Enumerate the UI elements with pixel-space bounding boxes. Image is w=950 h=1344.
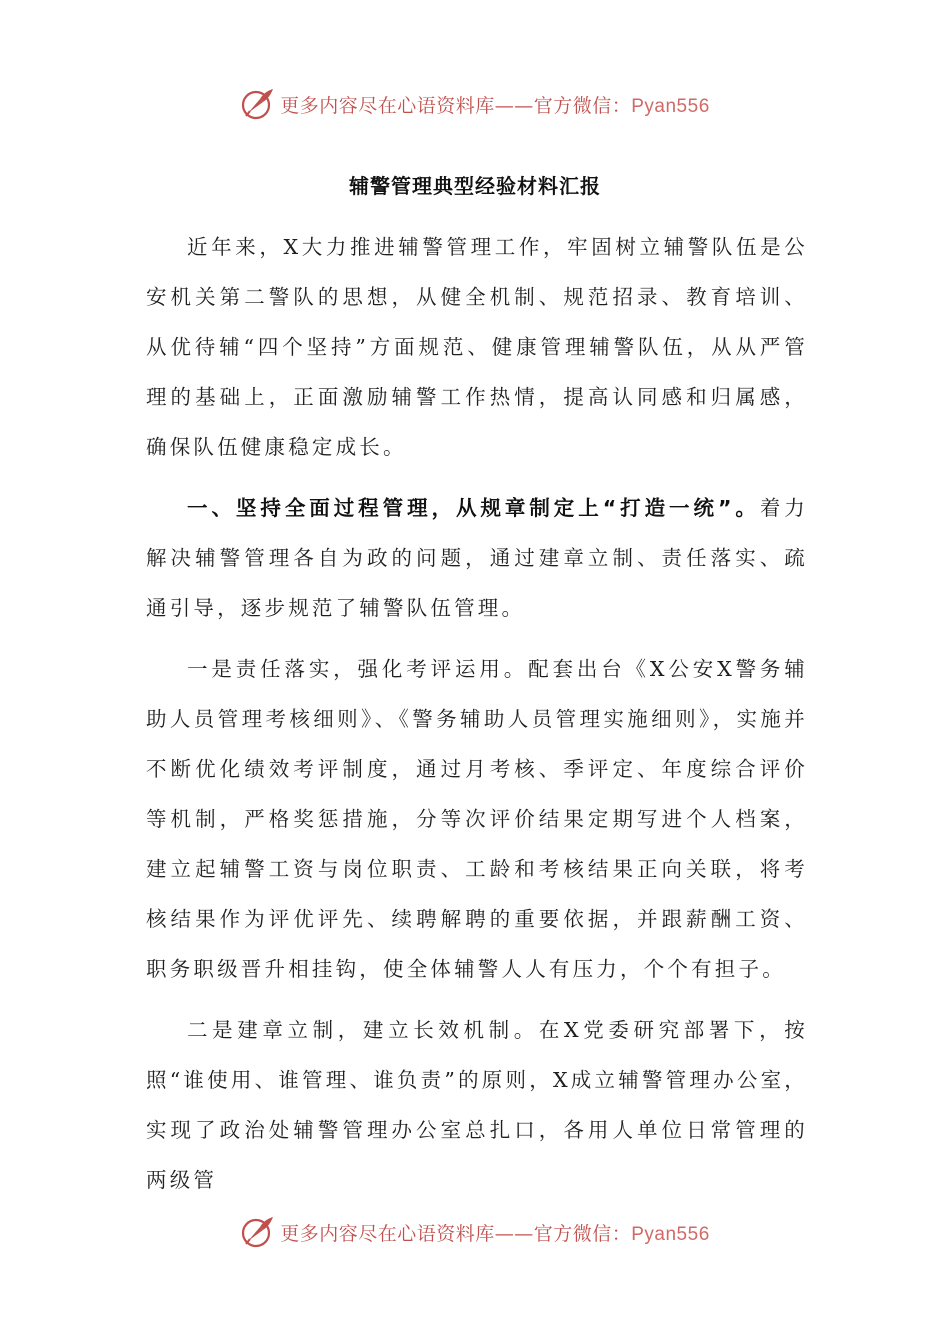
banner-text bbox=[280, 1219, 710, 1246]
section-heading: 一、坚持全面过程管理，从规章制定上“打造一统”。 bbox=[187, 496, 760, 520]
paragraph-item-two bbox=[146, 1005, 808, 1205]
banner-wechat-label: 官方微信： bbox=[533, 1222, 632, 1245]
paragraph-item-one bbox=[146, 644, 808, 994]
paragraph-text: 一是责任落实，强化考评运用。配套出台《X公安X警务辅助人员管理考核细则》、《警务辅助人员管理实施细则》，实施并不断优化绩效考评制度，通过月考核、季评定、年度综合评价等机制，严格奖惩措施，分等次评价结果定期写进个人档案，建立起辅警工资与岗位职责、工龄和考核结果正向关联，将考核结果作为评优评先、续聘解聘的重要依据，并跟薪酬工资、职务职级晋升相挂钩，使全体辅警人人有压力，个个有担子。 bbox=[146, 657, 808, 981]
banner-wechat-label: 官方微信： bbox=[533, 94, 632, 117]
banner-prefix: 更多内容尽在心语资料库 bbox=[280, 94, 495, 117]
document-title: 辅警管理典型经验材料汇报 bbox=[349, 174, 601, 198]
banner-dash: —— bbox=[494, 1222, 534, 1245]
document-body bbox=[146, 222, 808, 1216]
footer-banner bbox=[0, 1212, 950, 1252]
banner-dash: —— bbox=[494, 94, 534, 117]
paragraph-text: 近年来，X大力推进辅警管理工作，牢固树立辅警队伍是公安机关第二警队的思想，从健全机制、规范招录、教育培训、从优待辅“四个坚持”方面规范、健康管理辅警队伍，从从严管理的基础上，正面激励辅警工作热情，提高认同感和归属感，确保队伍健康稳定成长。 bbox=[146, 235, 808, 459]
paragraph-text: 着力解决辅警管理各自为政的问题，通过建章立制、责任落实、疏通引导，逐步规范了辅警队伍管理。 bbox=[146, 496, 808, 620]
paragraph-text: 二是建章立制，建立长效机制。在X党委研究部署下，按照“谁使用、谁管理、谁负责”的原则，X成立辅警管理办公室，实现了政治处辅警管理办公室总扎口，各用人单位日常管理的两级管 bbox=[146, 1018, 808, 1192]
banner-wechat-id: Pyan556 bbox=[631, 95, 710, 117]
banner-wechat-id: Pyan556 bbox=[631, 1223, 710, 1245]
quill-logo-icon bbox=[240, 1214, 276, 1250]
banner-prefix: 更多内容尽在心语资料库 bbox=[280, 1222, 495, 1245]
paragraph-section-one bbox=[146, 483, 808, 633]
banner-text bbox=[280, 91, 710, 118]
paragraph-intro bbox=[146, 222, 808, 472]
quill-logo-icon bbox=[240, 86, 276, 122]
header-banner bbox=[0, 84, 950, 124]
